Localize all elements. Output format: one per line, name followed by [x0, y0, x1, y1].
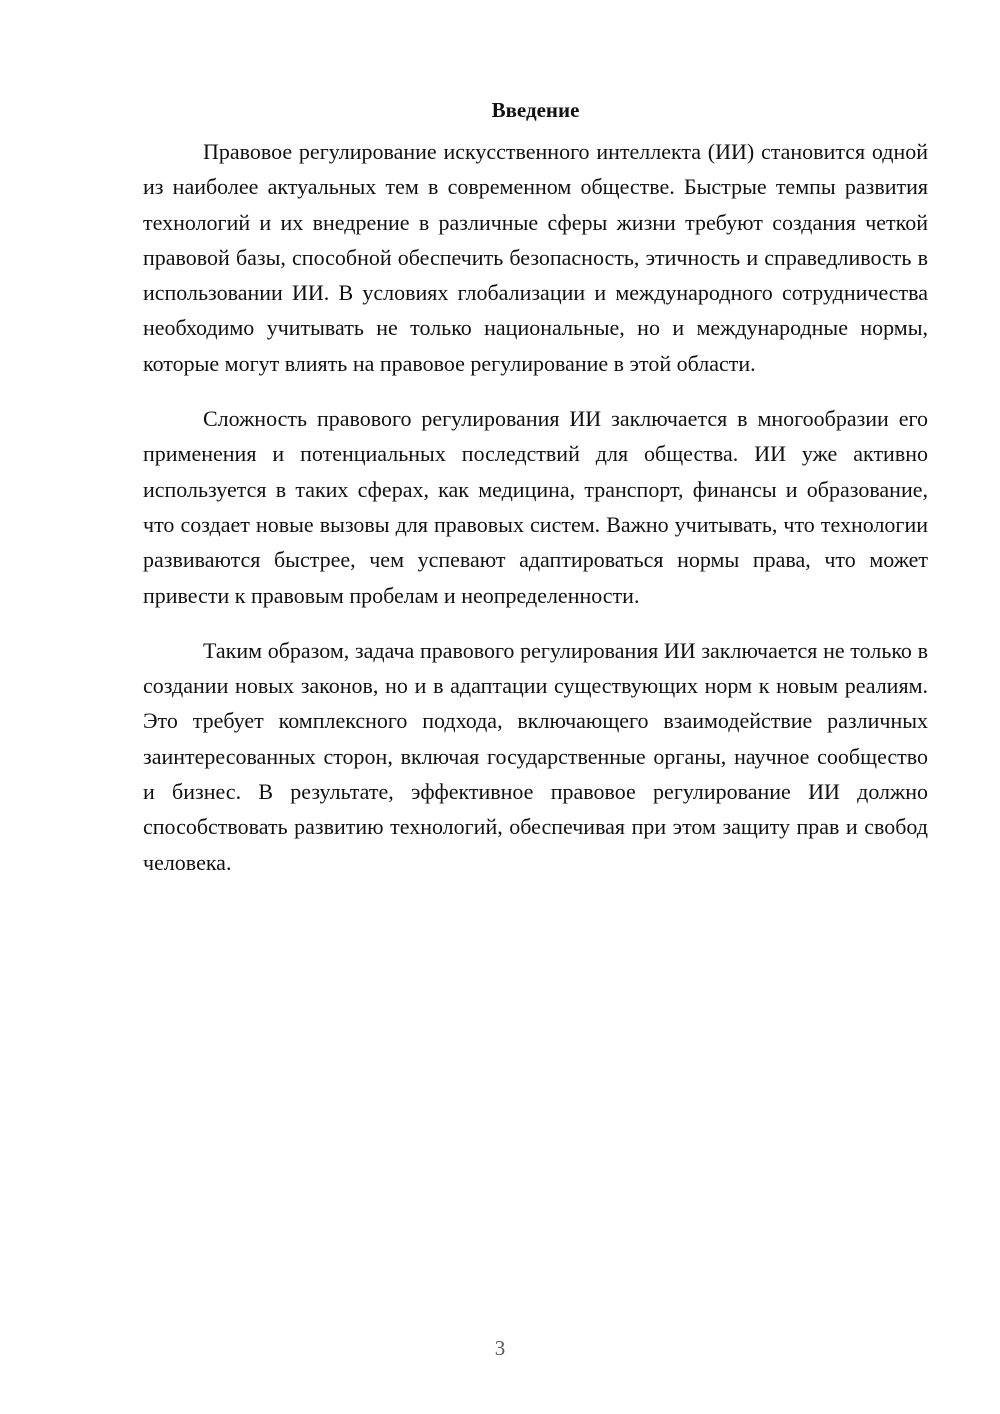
section-title: Введение: [491, 98, 580, 122]
paragraph-3: Таким образом, задача правового регулирования ИИ заключается не только в создании новых законов, но и в адаптации существующих норм к новым реалиям. Это требует комплексного подхода, включающего взаимодействие различных заинтересованных сторон, включая государственные органы, научное сообщество и бизнес. В результате, эффективное правовое регулирование ИИ должно способствовать развитию технологий, обеспечивая при этом защиту прав и свобод человека.: [143, 637, 928, 875]
paragraph-1: Правовое регулирование искусственного интеллекта (ИИ) становится одной из наиболее актуальных тем в современном обществе. Быстрые темпы развития технологий и их внедрение в различные сферы жизни требуют создания четкой правовой базы, способной обеспечить безопасность, этичность и справедливость в использовании ИИ. В условиях глобализации и международного сотрудничества необходимо учитывать не только национальные, но и международные нормы, которые могут влиять на правовое регулирование в этой области.: [143, 139, 928, 376]
page-number: 3: [494, 1336, 506, 1360]
page-content: [143, 96, 928, 900]
paragraph-2: Сложность правового регулирования ИИ заключается в многообразии его применения и потенциальных последствий для общества. ИИ уже активно используется в таких сферах, как медицина, транспорт, финансы и образование, что создает новые вызовы для правовых систем. Важно учитывать, что технологии развиваются быстрее, чем успевают адаптироваться нормы права, что может привести к правовым пробелам и неопределенности.: [143, 406, 928, 608]
